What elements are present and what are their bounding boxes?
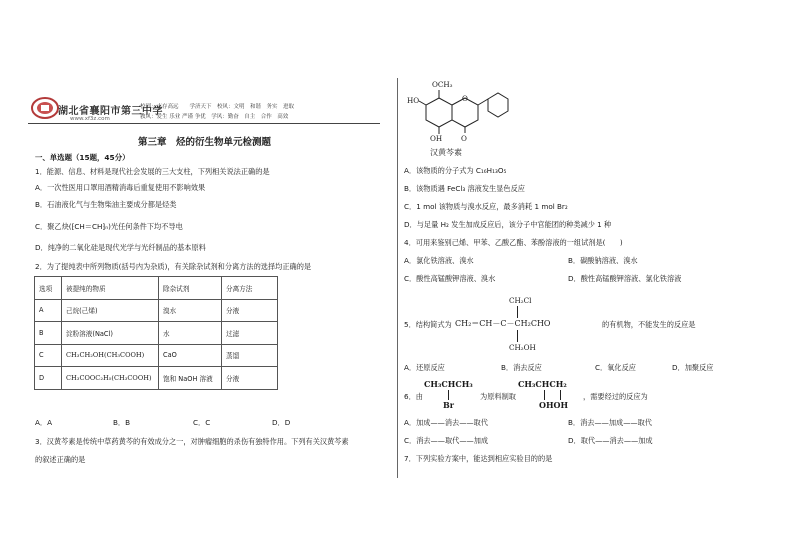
table-row xyxy=(35,299,278,322)
question-6-option-b: B．消去——加成——取代 xyxy=(568,418,652,427)
school-emblem-icon xyxy=(30,96,60,120)
question-5-option-c: C．氧化反应 xyxy=(595,363,636,372)
question-1: 1．能源、信息、材料是现代社会发展的三大支柱，下列相关说法正确的是 xyxy=(35,167,270,176)
question-2: 2．为了提纯表中所列物质(括号内为杂质)，有关除杂试剂和分离方法的选择均正确的是 xyxy=(35,262,312,271)
q5-bond-bottom xyxy=(517,330,518,342)
q6-reactant-formula: CH₃CHCH₃ xyxy=(424,379,473,389)
table-cell: CaO xyxy=(159,344,222,367)
question-5-option-a: A．还原反应 xyxy=(404,363,445,372)
question-4-option-b: B．碳酸钠溶液、溴水 xyxy=(568,256,638,265)
structure-label-oh: OH xyxy=(430,134,443,143)
table-header-cell: 选项 xyxy=(35,277,62,300)
question-1-option-a: A．一次性医用口罩用酒精消毒后重复使用不影响效果 xyxy=(35,183,206,192)
table-cell: D xyxy=(35,367,62,390)
question-2-option-b: B．B xyxy=(113,418,131,427)
question-6-option-a: A．加成——消去——取代 xyxy=(404,418,488,427)
purification-table xyxy=(34,276,278,390)
header-rule xyxy=(28,123,380,124)
question-1-option-d: D．纯净的二氧化硅是现代光学与光纤制品的基本原料 xyxy=(35,243,206,252)
table-cell: 溴水 xyxy=(159,299,222,322)
question-2-option-a: A．A xyxy=(35,418,53,427)
wogonin-structure-diagram xyxy=(405,78,525,160)
question-3-option-d: D．与足量 H₂ 发生加成反应后，该分子中官能团的种类减少 1 种 xyxy=(404,220,612,229)
question-6-mid: 为原料制取 xyxy=(480,392,516,401)
question-6-option-c: C．消去——取代——加成 xyxy=(404,436,489,445)
table-cell: 己烷(己烯) xyxy=(62,299,159,322)
question-5-suffix: 的有机物，不能发生的反应是 xyxy=(602,320,696,329)
question-4-option-d: D．酸性高锰酸钾溶液、氯化铁溶液 xyxy=(568,274,682,283)
school-motto-line2: 教风：爱生 乐业 严谨 争优 学风：勤奋 自主 合作 高效 xyxy=(140,114,289,120)
school-name: 湖北省襄阳市第三中学 xyxy=(58,106,163,117)
question-4-option-c: C．酸性高锰酸钾溶液、溴水 xyxy=(404,274,496,283)
table-header-cell: 分离方法 xyxy=(222,277,278,300)
question-3-line1: 3．汉黄芩素是传统中草药黄芩的有效成分之一，对肿瘤细胞的杀伤有独特作用。下列有关汉黄芩素 xyxy=(35,437,349,446)
table-header-cell: 除杂试剂 xyxy=(159,277,222,300)
table-row xyxy=(35,344,278,367)
q6-bond-reactant xyxy=(448,390,449,400)
question-6-suffix: ，需要经过的反应为 xyxy=(583,392,648,401)
table-cell: CH₃COOC₂H₅(CH₃COOH) xyxy=(62,367,159,390)
question-5-option-d: D．加聚反应 xyxy=(672,363,714,372)
table-cell: C xyxy=(35,344,62,367)
question-1-option-b: B．石油液化气与生物柴油主要成分都是烃类 xyxy=(35,200,177,209)
table-cell: 过滤 xyxy=(222,322,278,345)
table-cell: 饱和 NaOH 溶液 xyxy=(159,367,222,390)
structure-label-ring-o: O xyxy=(462,94,468,103)
table-row xyxy=(35,322,278,345)
q6-product-formula: CH₃CHCH₂ xyxy=(518,379,567,389)
table-cell: CH₃CH₂OH(CH₃COOH) xyxy=(62,344,159,367)
structure-label-och3: OCH₃ xyxy=(432,80,453,89)
table-cell: 分液 xyxy=(222,367,278,390)
q6-bromine-label: Br xyxy=(443,400,454,410)
table-cell: 淀粉溶液(NaCl) xyxy=(62,322,159,345)
question-4: 4．可用来鉴别己烯、甲苯、乙酸乙酯、苯酚溶液的一组试剂是( ) xyxy=(404,238,623,247)
school-site: www.xf3z.com xyxy=(70,116,110,122)
table-cell: 蒸馏 xyxy=(222,344,278,367)
page-title: 第三章 烃的衍生物单元检测题 xyxy=(138,137,272,148)
question-5-option-b: B．消去反应 xyxy=(501,363,542,372)
question-6-option-d: D．取代——消去——加成 xyxy=(568,436,653,445)
q6-bond-product-2 xyxy=(560,390,561,400)
table-cell: B xyxy=(35,322,62,345)
q6-bond-product-1 xyxy=(544,390,545,400)
structure-caption: 汉黄芩素 xyxy=(430,148,462,157)
structure-label-keto-o: O xyxy=(461,134,467,143)
table-header-cell: 被提纯的物质 xyxy=(62,277,159,300)
table-cell: 分液 xyxy=(222,299,278,322)
question-2-option-d: D．D xyxy=(272,418,291,427)
structure-label-ho: HO xyxy=(407,96,420,105)
question-5-prefix: 5．结构简式为 xyxy=(404,320,452,329)
table-cell: 水 xyxy=(159,322,222,345)
column-divider xyxy=(397,78,398,478)
q5-bond-top xyxy=(517,306,518,318)
question-3-line2: 的叙述正确的是 xyxy=(35,455,86,464)
q6-hydroxyl-labels: OHOH xyxy=(539,400,569,410)
question-4-option-a: A．氯化铁溶液、溴水 xyxy=(404,256,474,265)
question-6-prefix: 6．由 xyxy=(404,392,423,401)
question-2-option-c: C．C xyxy=(193,418,211,427)
school-motto-line1: 校训：志存高远 学济天下 校风：文明 和谐 务实 进取 xyxy=(140,104,295,110)
question-1-option-c: C．聚乙炔(⁅CH＝CH⁆ₙ)光任何条件下均不导电 xyxy=(35,222,183,231)
table-header-row xyxy=(35,277,278,300)
table-cell: A xyxy=(35,299,62,322)
section-heading: 一、单选题（15题，45分） xyxy=(35,153,130,162)
q5-substituent-top: CH₂Cl xyxy=(509,296,532,305)
question-3-option-a: A．该物质的分子式为 C₁₆H₁₃O₅ xyxy=(404,166,507,175)
school-logo xyxy=(30,96,60,120)
q5-substituent-bottom: CH₂OH xyxy=(509,343,536,352)
question-3-option-c: C．1 mol 该物质与溴水反应，最多消耗 1 mol Br₂ xyxy=(404,202,568,211)
table-row xyxy=(35,367,278,390)
q5-main-chain: CH₂＝CH－C－CH₂CHO xyxy=(455,319,551,328)
question-7: 7．下列实验方案中，能达到相应实验目的的是 xyxy=(404,454,553,463)
question-3-option-b: B．该物质遇 FeCl₃ 溶液发生显色反应 xyxy=(404,184,525,193)
